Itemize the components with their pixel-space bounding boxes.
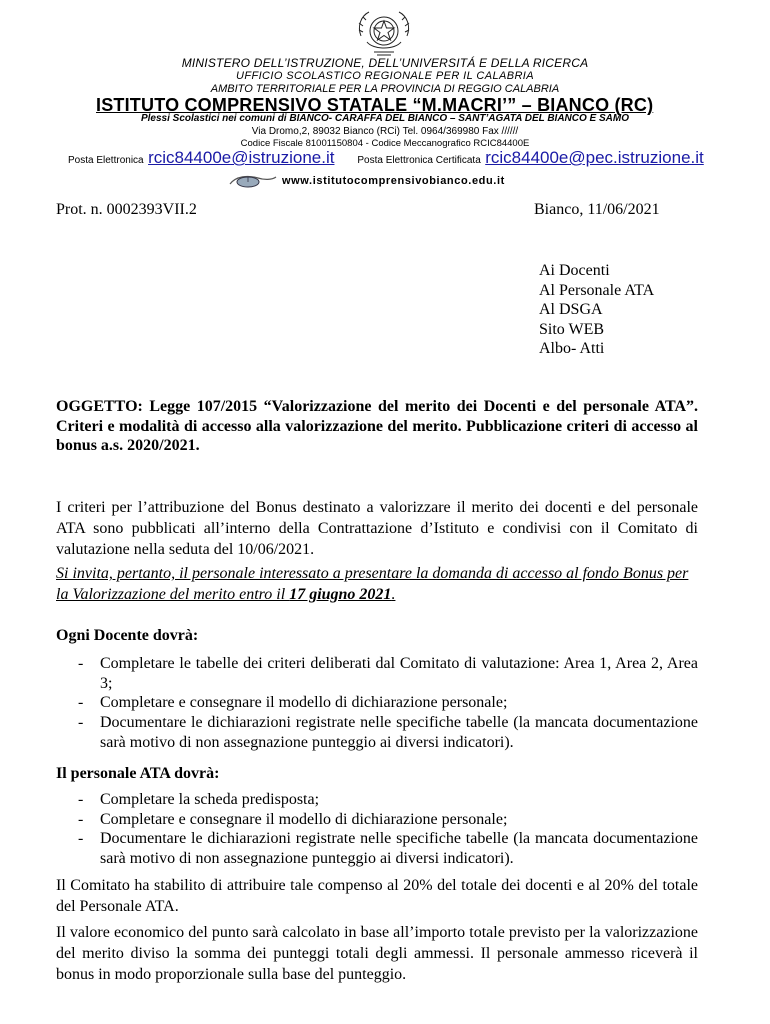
deadline-date: 17 giugno 2021 [289,586,392,603]
school-name: ISTITUTO COMPRENSIVO STATALE “M.MACRI’” – BIANCO (RC) [96,95,654,115]
document-date: Bianco, 11/06/2021 [534,201,660,218]
list-item: - Completare le tabelle dei criteri deliberati dal Comitato di valutazione: Area 1, Area 2, Area 3; [78,655,698,692]
invitation-text: Si invita, pertanto, il personale interessato a presentare la domanda di accesso al fondo Bonus per la Valorizzazione del merito entro il [56,565,689,603]
recipient: Al Personale ATA [539,281,655,299]
invitation-end: . [391,586,396,603]
school-address: Via Dromo,2, 89032 Bianco (RCi) Tel. 0964/369980 Fax ////// [251,126,519,137]
list-item: - Completare e consegnare il modello di dichiarazione personale; [78,694,508,712]
pec-link[interactable]: rcic84400e@pec.istruzione.it [485,148,704,167]
email-link[interactable]: rcic84400e@istruzione.it [148,148,335,167]
italian-republic-emblem-icon [353,6,415,58]
ministry-name: MINISTERO DELL’ISTRUZIONE, DELL’UNIVERSITÁ E DELLA RICERCA [181,56,589,70]
recipient: Al DSGA [539,301,603,319]
ata-heading: Il personale ATA dovrà: [56,765,220,782]
email-row [68,148,708,168]
docenti-heading: Ogni Docente dovrà: [56,627,199,644]
list-item: - Documentare le dichiarazioni registrate nelle specifiche tabelle (la mancata documentazione sarà motivo di non assegnazione punteggio ai diversi indicatori). [78,830,698,868]
list-item: - Completare la scheda predisposta; [78,791,320,808]
computer-mouse-icon [228,174,278,188]
point-value-paragraph: Il valore economico del punto sarà calcolato in base all’importo totale previsto per la valorizzazione del merito diviso la somma dei punteggi totali degli ammessi. Il personale ammesso riceverà il bonus in modo proporzionale sulla base del punteggio. [56,924,698,983]
website-row [228,174,505,188]
intro-paragraph: I criteri per l’attribuzione del Bonus destinato a valorizzare il merito dei docenti e del personale ATA sono pubblicati all’interno della Contrattazione d’Istituto e condivisi con il Comitato di valutazione nella seduta del 10/06/2021. [56,499,698,558]
school-codes: Codice Fiscale 81001150804 - Codice Meccanografico RCIC84400E [240,138,530,149]
territorial-office: AMBITO TERRITORIALE PER LA PROVINCIA DI REGGIO CALABRIA [210,83,560,95]
subject-heading: OGGETTO: Legge 107/2015 “Valorizzazione del merito dei Docenti e del personale ATA”. Criteri e modalità di accesso alla valorizzazione del merito. Pubblicazione criteri di accesso al bonus a.s. 2020/2021. [56,398,698,454]
recipient: Ai Docenti [539,262,610,279]
regional-office: UFFICIO SCOLASTICO REGIONALE PER IL CALABRIA [236,70,534,82]
committee-paragraph: Il Comitato ha stabilito di attribuire tale compenso al 20% del totale dei docenti e al 20% del totale del Personale ATA. [56,877,698,915]
invitation-paragraph [56,563,698,605]
recipients-list [539,261,654,359]
list-item: - Documentare le dichiarazioni registrate nelle specifiche tabelle (la mancata documentazione sarà motivo di non assegnazione punteggio ai diversi indicatori). [78,714,698,751]
school-plessi: Plessi Scolastici nei comuni di BIANCO- CARAFFA DEL BIANCO – SANT’AGATA DEL BIANCO E SAMO [140,113,630,124]
recipient: Sito WEB [539,320,605,338]
protocol-number: Prot. n. 0002393VII.2 [56,201,197,218]
website-link[interactable]: www.istitutocomprensivobianco.edu.it [282,174,505,187]
docenti-list [56,654,698,753]
recipient: Albo- Atti [539,340,605,358]
list-item: - Completare e consegnare il modello di dichiarazione personale; [78,810,508,828]
email-label: Posta Elettronica [68,155,144,166]
ata-list [56,790,698,869]
pec-label: Posta Elettronica Certificata [357,155,481,166]
